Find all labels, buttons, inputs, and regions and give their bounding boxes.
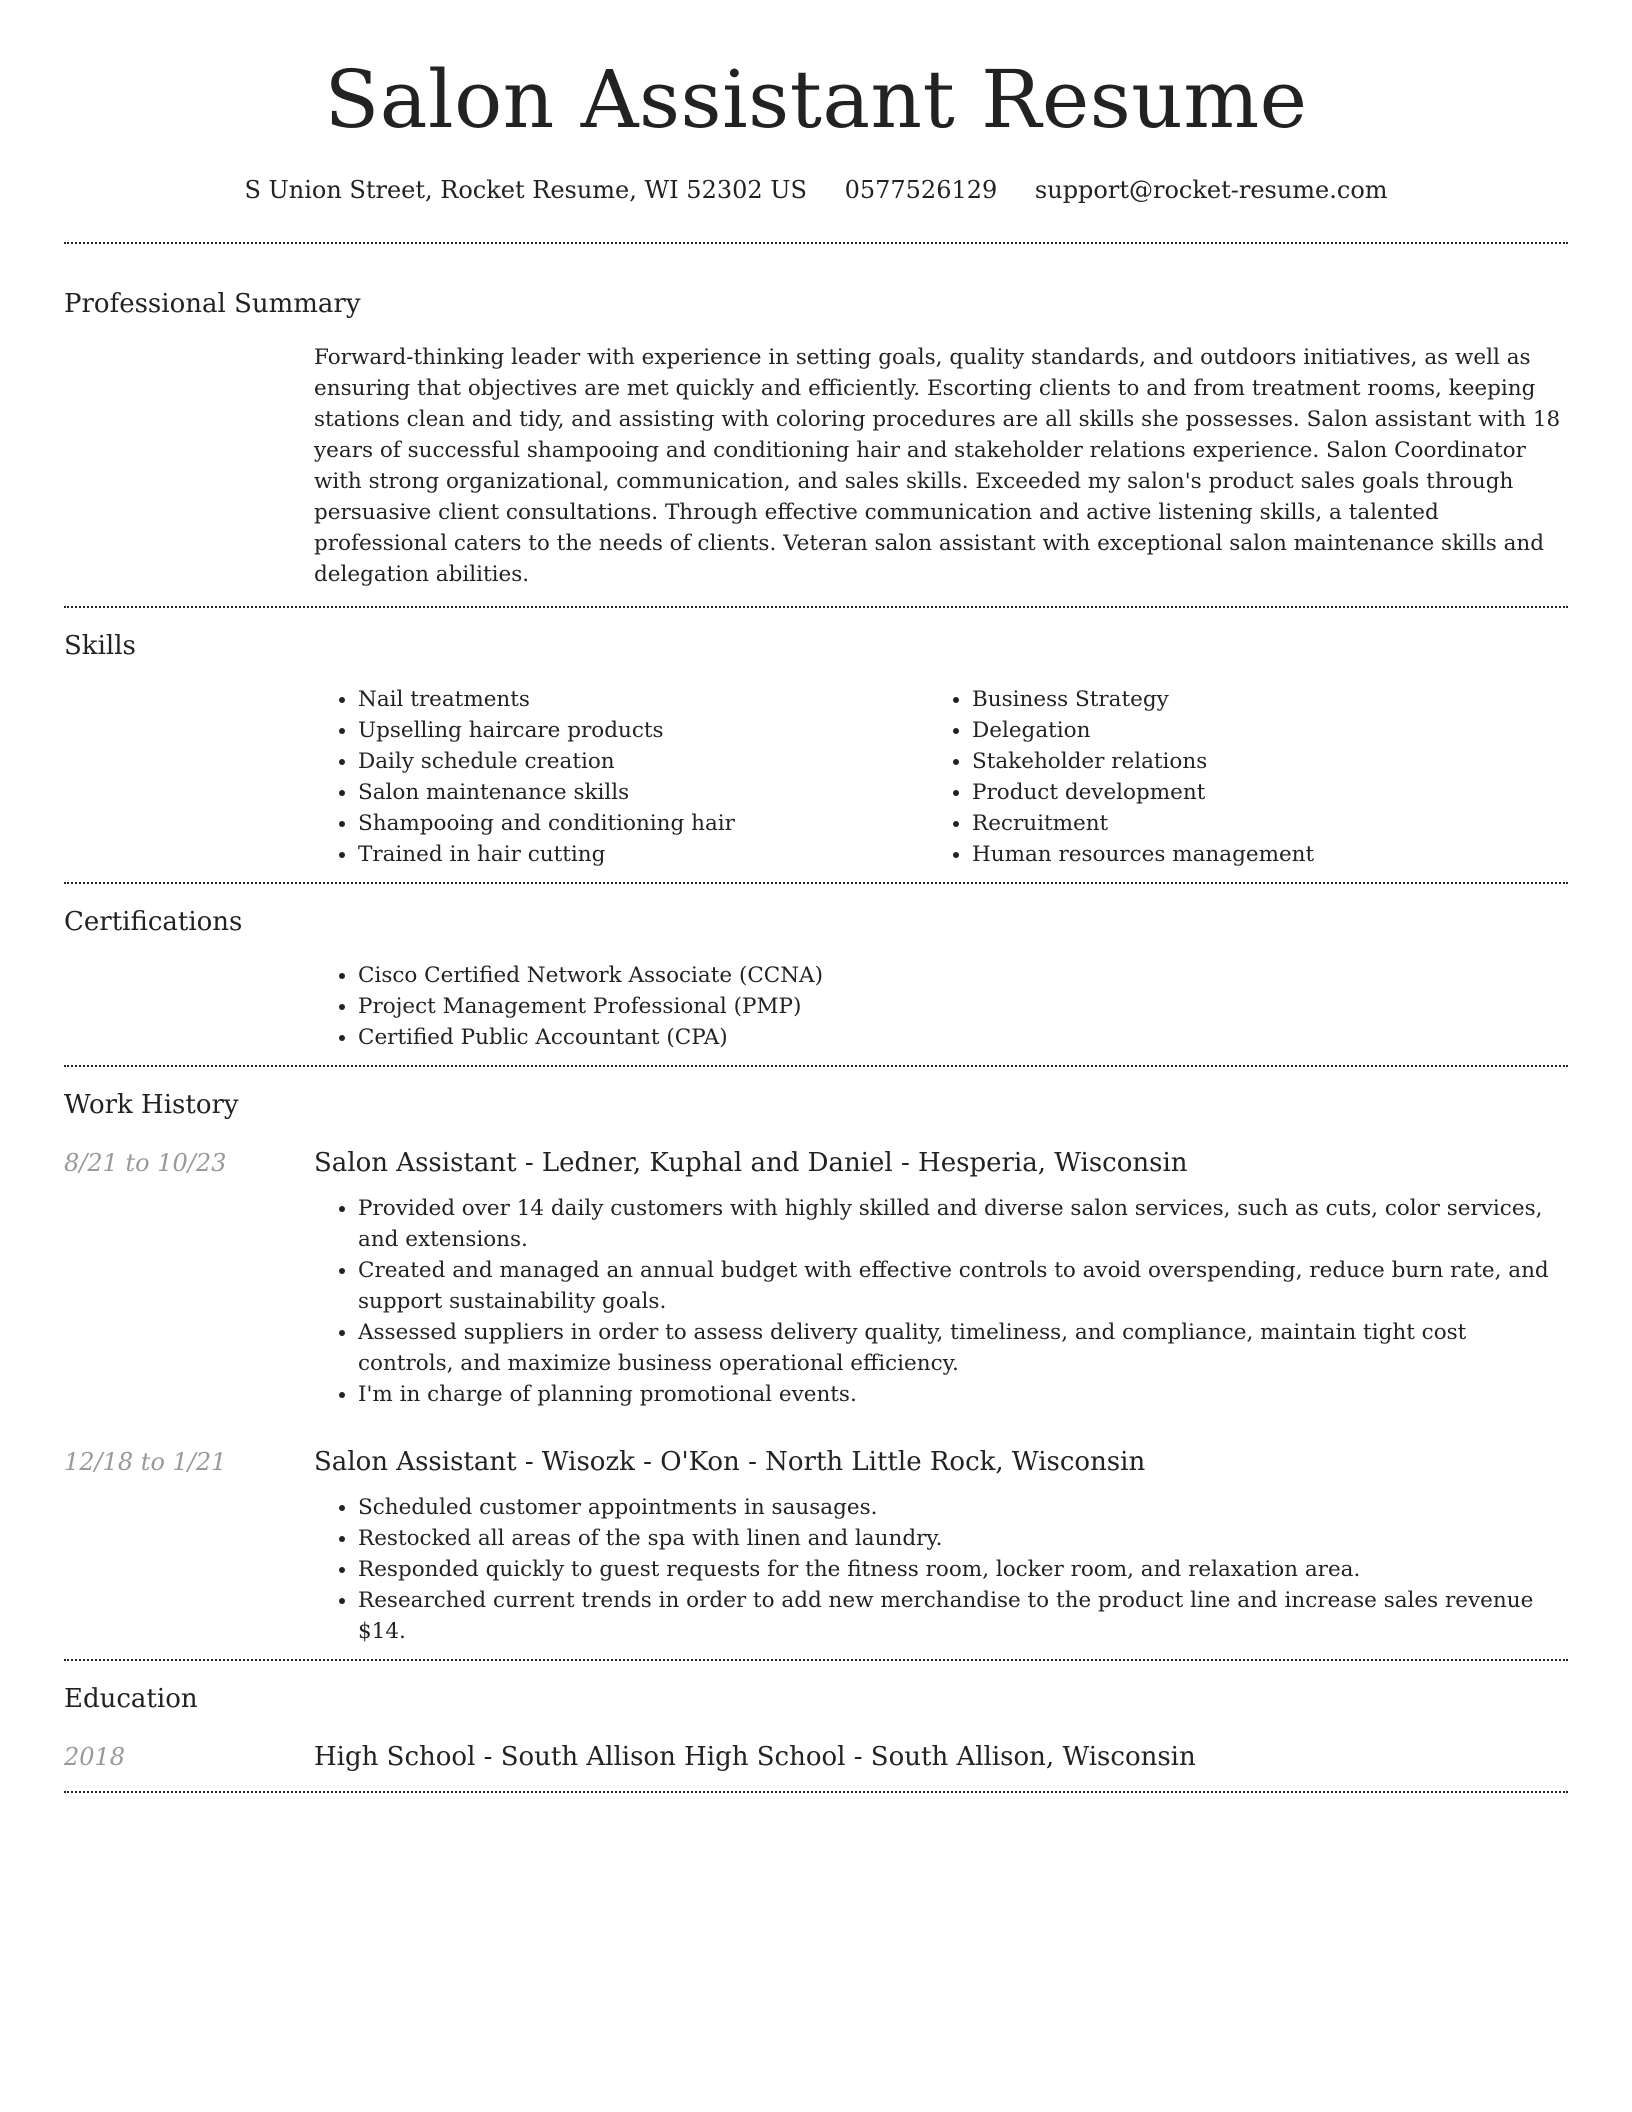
certifications-list	[314, 960, 1568, 1053]
skill-item: • Delegation	[972, 715, 1542, 746]
education-title: High School - South Allison High School - South Allison, Wisconsin	[314, 1742, 1196, 1772]
job-bullet: • Assessed suppliers in order to assess delivery quality, timeliness, and compliance, maintain tight cost controls, and maximize business operational efficiency.	[358, 1317, 1568, 1379]
certifications-heading: Certifications	[64, 907, 243, 937]
job-date: 12/18 to 1/21	[64, 1448, 227, 1476]
divider	[64, 1791, 1568, 1793]
skill-item: • Recruitment	[972, 808, 1542, 839]
skills-section	[64, 608, 1568, 882]
skills-list-right	[928, 684, 1542, 870]
job-body	[314, 1145, 1568, 1410]
skill-item: • Human resources management	[972, 839, 1542, 870]
skill-item: • Trained in hair cutting	[358, 839, 928, 870]
contact-email: support@rocket-resume.com	[1034, 176, 1388, 204]
skill-item: • Shampooing and conditioning hair	[358, 808, 928, 839]
job-bullets	[314, 1492, 1568, 1647]
certifications-content	[314, 960, 1568, 1053]
skill-item: • Nail treatments	[358, 684, 928, 715]
job-bullet: • Restocked all areas of the spa with linen and laundry.	[358, 1523, 1568, 1554]
job-bullet: • Provided over 14 daily customers with highly skilled and diverse salon services, such as cuts, color services, and extensions.	[358, 1193, 1568, 1255]
education-heading: Education	[64, 1684, 198, 1714]
skills-heading: Skills	[64, 631, 136, 661]
job-bullet: • Researched current trends in order to add new merchandise to the product line and increase sales revenue $14.	[358, 1585, 1568, 1647]
resume-title: Salon Assistant Resume	[324, 53, 1308, 146]
contact-phone: 0577526129	[844, 176, 998, 204]
job-date: 8/21 to 10/23	[64, 1149, 227, 1177]
education-section	[64, 1661, 1568, 1791]
skill-item: • Daily schedule creation	[358, 746, 928, 777]
skills-columns	[314, 684, 1568, 870]
summary-section	[64, 244, 1568, 606]
job-entry	[64, 1444, 1568, 1647]
contact-line	[64, 174, 1568, 206]
education-body	[314, 1739, 1568, 1775]
job-body	[314, 1444, 1568, 1647]
skill-item: • Upselling haircare products	[358, 715, 928, 746]
job-entry	[64, 1145, 1568, 1410]
skills-list-left	[314, 684, 928, 870]
certification-item: • Certified Public Accountant (CPA)	[358, 1022, 1568, 1053]
job-title: Salon Assistant - Ledner, Kuphal and Daniel - Hesperia, Wisconsin	[314, 1148, 1188, 1178]
contact-address: S Union Street, Rocket Resume, WI 52302 US	[244, 176, 807, 204]
skill-item: • Product development	[972, 777, 1542, 808]
job-bullet: • I'm in charge of planning promotional events.	[358, 1379, 1568, 1410]
summary-text: Forward-thinking leader with experience in setting goals, quality standards, and outdoors initiatives, as well as ensuring that objectives are met quickly and efficiently. Escorting clients to and from treatment rooms, keeping stations clean and tidy, and assisting with coloring procedures are all skills she possesses. Salon assistant with 18 years of successful shampooing and conditioning hair and stakeholder relations experience. Salon Coordinator with strong organizational, communication, and sales skills. Exceeded my salon's product sales goals through persuasive client consultations. Through effective communication and active listening skills, a talented professional caters to the needs of clients. Veteran salon assistant with exceptional salon maintenance skills and delegation abilities.	[314, 345, 1561, 587]
work-history-section	[64, 1067, 1568, 1659]
work-history-heading: Work History	[64, 1090, 239, 1120]
job-bullets	[314, 1193, 1568, 1410]
skill-item: • Stakeholder relations	[972, 746, 1542, 777]
certification-item: • Cisco Certified Network Associate (CCNA)	[358, 960, 1568, 991]
skill-item: • Salon maintenance skills	[358, 777, 928, 808]
skill-item: • Business Strategy	[972, 684, 1542, 715]
education-date: 2018	[64, 1743, 126, 1771]
certification-item: • Project Management Professional (PMP)	[358, 991, 1568, 1022]
job-title: Salon Assistant - Wisozk - O'Kon - North Little Rock, Wisconsin	[314, 1447, 1146, 1477]
job-bullet: • Responded quickly to guest requests for the fitness room, locker room, and relaxation area.	[358, 1554, 1568, 1585]
job-bullet: • Created and managed an annual budget with effective controls to avoid overspending, reduce burn rate, and support sustainability goals.	[358, 1255, 1568, 1317]
education-entry	[64, 1739, 1568, 1779]
certifications-section	[64, 884, 1568, 1065]
summary-heading: Professional Summary	[64, 289, 361, 319]
job-bullet: • Scheduled customer appointments in sausages.	[358, 1492, 1568, 1523]
